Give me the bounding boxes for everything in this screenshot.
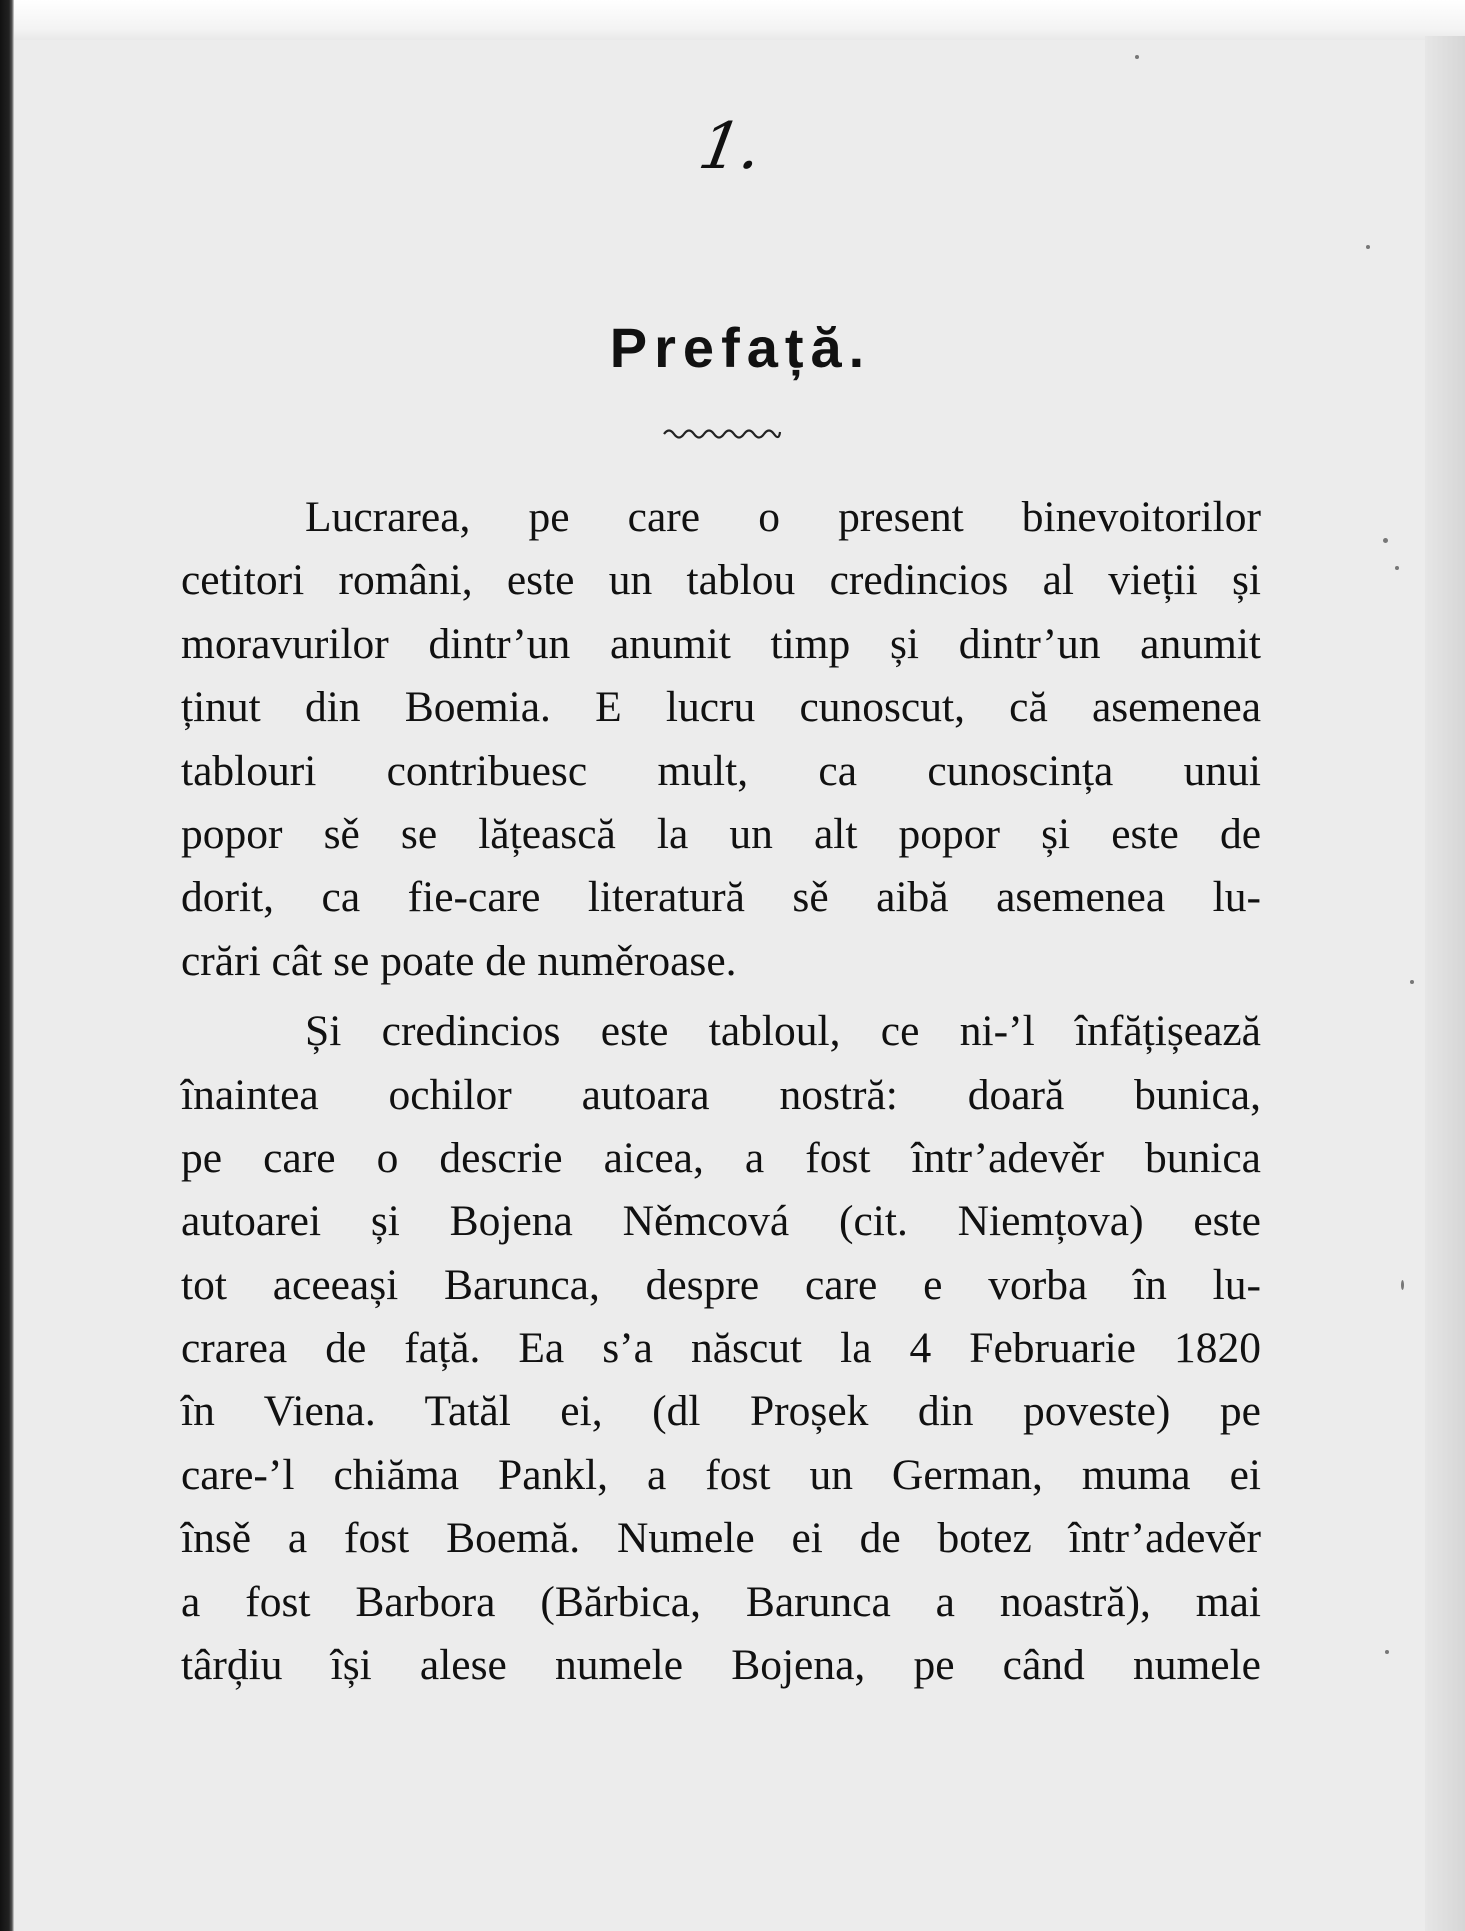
text-line: în Viena. Tatăl ei, (dl Proșek din poveste) pe xyxy=(181,1387,1261,1436)
text-line: crarea de față. Ea s’a născut la 4 Februarie 1820 xyxy=(181,1324,1261,1373)
text-line: tablouri contribuesc mult, ca cunoscința unui xyxy=(181,746,1261,795)
scan-speck xyxy=(1135,55,1139,59)
text-line: însě a fost Boemă. Numele ei de botez într’adevěr xyxy=(181,1514,1261,1563)
scan-speck xyxy=(1383,538,1388,543)
title-ornament-wave xyxy=(662,424,782,442)
scan-speck xyxy=(1385,1650,1389,1654)
text-line: tot aceeași Barunca, despre care e vorba în lu- xyxy=(181,1260,1261,1309)
text-line: înaintea ochilor autoara nostră: doară bunica, xyxy=(181,1070,1261,1119)
scan-speck xyxy=(1410,980,1414,984)
text-line: popor sě se lățească la un alt popor și este de xyxy=(181,809,1261,858)
scan-speck xyxy=(1395,566,1399,570)
text-line: crări cât se poate de numěroase. xyxy=(181,936,737,985)
paragraph-2 xyxy=(181,1000,1261,1697)
text-line: Lucrarea, pe care o present binevoitorilor xyxy=(305,493,1261,541)
text-line: dorit, ca fie-care literatură sě aibă asemenea lu- xyxy=(181,873,1261,922)
text-line: a fost Barbora (Bărbica, Barunca a noastră), mai xyxy=(181,1577,1261,1626)
scan-speck xyxy=(1366,245,1370,249)
text-line: Și credincios este tabloul, ce ni-’l înfățișează xyxy=(305,1007,1261,1056)
text-line: cetitori români, este un tablou credincios al vieții și xyxy=(181,556,1261,605)
text-line: moravurilor dintr’un anumit timp și dintr’un anumit xyxy=(181,619,1261,668)
text-line: târḑiu își alese numele Bojena, pe când numele xyxy=(181,1641,1261,1690)
text-line: autoarei și Bojena Němcová (cit. Niemțova) este xyxy=(181,1197,1261,1246)
scan-speck xyxy=(1401,1280,1404,1290)
text-line: care-’l chiăma Pankl, a fost un German, muma ei xyxy=(181,1450,1261,1499)
paragraph-1 xyxy=(181,486,1261,993)
left-scan-border xyxy=(0,0,14,1931)
top-paper-edge xyxy=(14,0,1465,40)
text-line: ținut din Boemia. E lucru cunoscut, că asemenea xyxy=(181,683,1261,732)
page-title: Prefață. xyxy=(609,316,872,379)
handwritten-page-number: 1. xyxy=(693,110,768,184)
text-line: pe care o descrie aicea, a fost într’adevěr bunica xyxy=(181,1133,1261,1182)
body-text xyxy=(181,486,1261,1697)
